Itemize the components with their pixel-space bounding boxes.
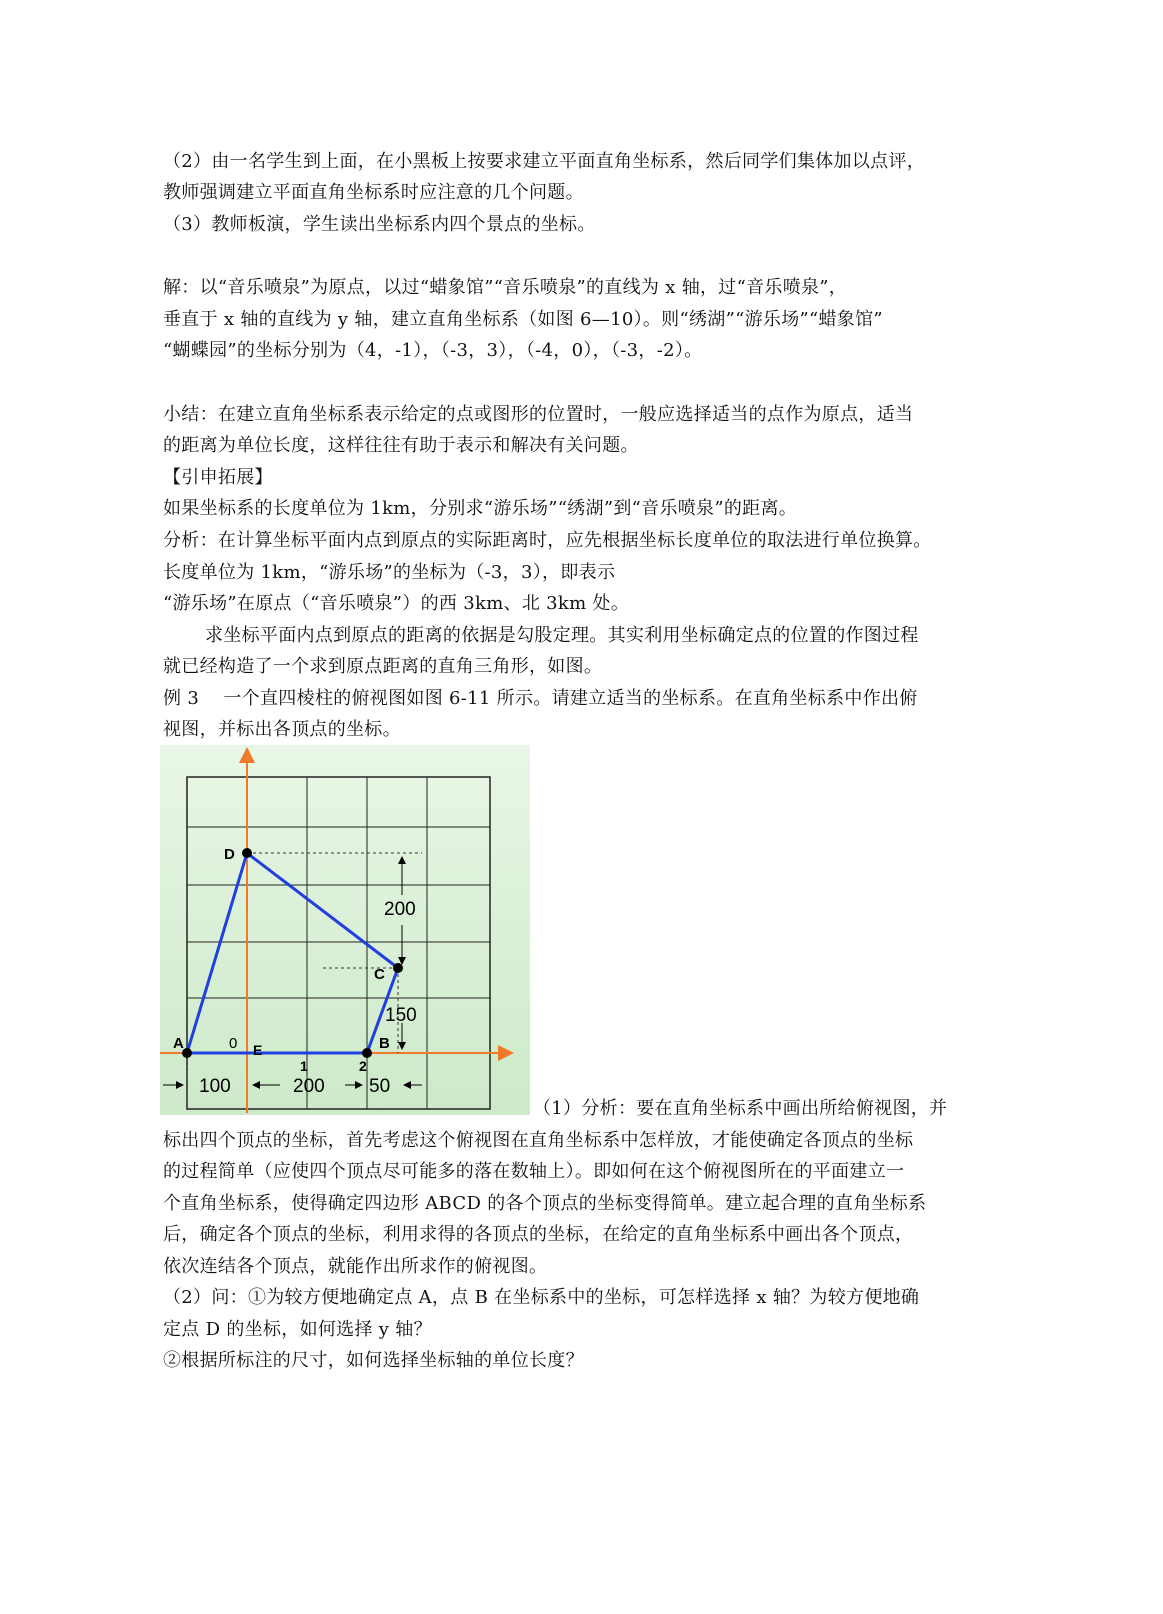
line-9: 【引申拓展】 bbox=[163, 467, 273, 488]
line-24: （2）问：①为较方便地确定点 A，点 B 在坐标系中的坐标，可怎样选择 x 轴？为较方便地确 bbox=[163, 1287, 920, 1308]
label-origin: 0 bbox=[229, 1035, 238, 1052]
line-13: “游乐场”在原点（“音乐喷泉”）的西 3km、北 3km 处。 bbox=[163, 593, 630, 614]
line-10: 如果坐标系的长度单位为 1km，分别求“游乐场”“绣湖”到“音乐喷泉”的距离。 bbox=[163, 498, 798, 519]
line-3: （3）教师板演，学生读出坐标系内四个景点的坐标。 bbox=[163, 214, 596, 235]
line-23: 依次连结各个顶点，就能作出所求作的俯视图。 bbox=[163, 1256, 548, 1277]
line-22: 后，确定各个顶点的坐标，利用求得的各顶点的坐标，在给定的直角坐标系中画出各个顶点， bbox=[163, 1224, 914, 1245]
line-17: 视图，并标出各顶点的坐标。 bbox=[163, 719, 401, 740]
line-11: 分析：在计算坐标平面内点到原点的实际距离时，应先根据坐标长度单位的取法进行单位换算。 bbox=[163, 530, 932, 551]
line-26: ②根据所标注的尺寸，如何选择坐标轴的单位长度？ bbox=[163, 1350, 584, 1371]
line-21: 个直角坐标系，使得确定四边形 ABCD 的各个顶点的坐标变得简单。建立起合理的直角坐标系 bbox=[163, 1193, 927, 1214]
line-15: 就已经构造了一个求到原点距离的直角三角形，如图。 bbox=[163, 656, 603, 677]
dim-50: 50 bbox=[369, 1076, 391, 1097]
line-8: 的距离为单位长度，这样往往有助于表示和解决有关问题。 bbox=[163, 435, 639, 456]
dim-200-vertical: 200 bbox=[384, 899, 416, 920]
label-e: E bbox=[253, 1042, 263, 1058]
line-5: 垂直于 x 轴的直线为 y 轴，建立直角坐标系（如图 6—10）。则“绣湖”“游乐场”“蜡象馆” bbox=[163, 309, 883, 330]
line-4: 解：以“音乐喷泉”为原点，以过“蜡象馆”“音乐喷泉”的直线为 x 轴，过“音乐喷泉”， bbox=[163, 277, 848, 298]
label-c: C bbox=[374, 966, 385, 983]
label-b: B bbox=[379, 1035, 390, 1052]
line-1: （2）由一名学生到上面，在小黑板上按要求建立平面直角坐标系，然后同学们集体加以点评， bbox=[163, 151, 926, 172]
line-20: 的过程简单（应使四个顶点尽可能多的落在数轴上）。即如何在这个俯视图所在的平面建立一 bbox=[163, 1161, 905, 1182]
tick-1: 1 bbox=[300, 1058, 308, 1074]
point-c bbox=[393, 963, 403, 973]
dim-150: 150 bbox=[385, 1005, 417, 1026]
label-d: D bbox=[224, 846, 235, 863]
line-19: 标出四个顶点的坐标，首先考虑这个俯视图在直角坐标系中怎样放，才能使确定各顶点的坐标 bbox=[163, 1130, 914, 1151]
tick-2: 2 bbox=[359, 1058, 367, 1074]
line-25: 定点 D 的坐标，如何选择 y 轴？ bbox=[163, 1319, 432, 1340]
point-d bbox=[242, 848, 252, 858]
line-18: （1）分析：要在直角坐标系中画出所给俯视图，并 bbox=[533, 1098, 948, 1119]
line-7: 小结：在建立直角坐标系表示给定的点或图形的位置时，一般应选择适当的点作为原点，适当 bbox=[163, 404, 914, 425]
figure-background bbox=[160, 745, 530, 1115]
figure-6-11 bbox=[160, 745, 530, 1115]
label-a: A bbox=[173, 1035, 184, 1052]
line-14: 求坐标平面内点到原点的距离的依据是勾股定理。其实利用坐标确定点的位置的作图过程 bbox=[205, 625, 919, 646]
line-12: 长度单位为 1km，“游乐场”的坐标为（-3，3），即表示 bbox=[163, 562, 616, 583]
line-2: 教师强调建立平面直角坐标系时应注意的几个问题。 bbox=[163, 182, 584, 203]
dim-200-horizontal: 200 bbox=[293, 1076, 325, 1097]
point-b bbox=[362, 1048, 372, 1058]
dim-100: 100 bbox=[199, 1076, 231, 1097]
line-16: 例 3 一个直四棱柱的俯视图如图 6-11 所示。请建立适当的坐标系。在直角坐标系中作出俯 bbox=[163, 688, 918, 709]
line-6: “蝴蝶园”的坐标分别为（4，-1），（-3，3），（-4，0），（-3，-2）。 bbox=[163, 340, 703, 361]
